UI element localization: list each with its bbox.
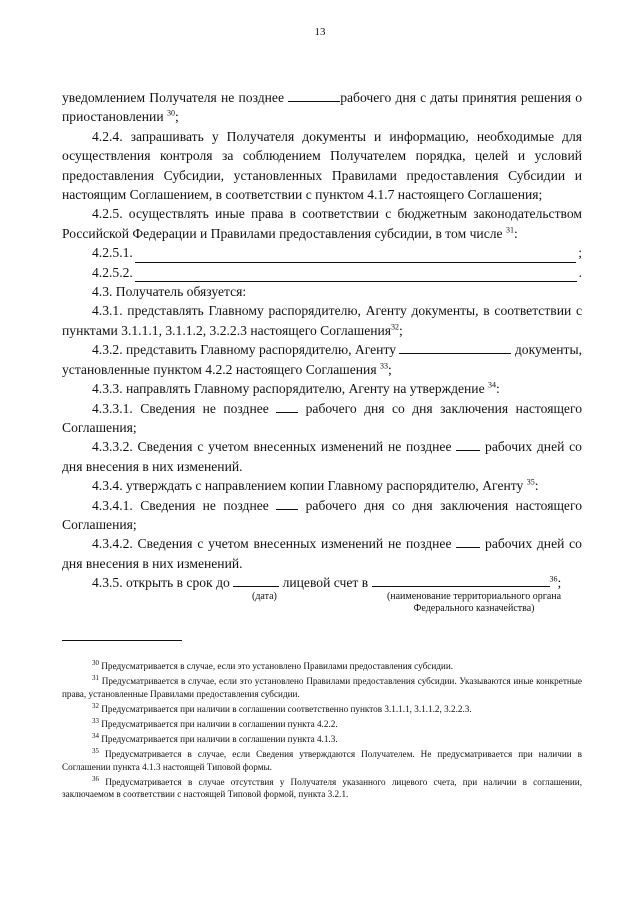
text-segment: рабочих дней со дня внесения в них изменений.	[62, 536, 582, 571]
date-blank-field[interactable]	[233, 574, 279, 587]
clause-4-2-5-2	[62, 263, 582, 282]
footnote	[62, 776, 582, 801]
text-segment: 4.3.4. утверждать с направлением копии Главному распорядителю, Агенту	[92, 478, 527, 494]
clause-4-2-4: 4.2.4. запрашивать у Получателя документы и информацию, необходимые для осуществления контроля за соблюдением Получателем порядка, целей и условий предоставления Субсидии, установленных Правилами предоставления Субсидии и настоящим Соглашением, в соответствии с пунктом 4.1.7 настоящего Соглашения;	[62, 128, 582, 203]
footnote-text: Предусматривается при наличии в соглашении пункта 4.2.2.	[101, 718, 338, 729]
footnote-text: Предусматривается в случае, если Сведения утверждаются Получателем. Не предусматривается при наличии в Соглашении пункта 4.1.3 настоящей Типовой формы.	[62, 749, 583, 772]
page-number: 13	[314, 26, 326, 38]
footnote	[62, 675, 582, 700]
footnote-text: Предусматривается в случае, если это установлено Правилами предоставления субсидии.	[101, 661, 454, 671]
text-segment: рабочего дня со дня заключения настоящего Соглашения;	[62, 400, 583, 435]
text-segment: :	[513, 225, 518, 241]
text-segment: 4.2.5. осуществлять иные права в соответствии с бюджетным законодательством Российской Федерации и Правилами предоставления субсидии, в том числе	[62, 206, 582, 241]
text-segment: 4.3.4.2. Сведения с учетом внесенных изменений не позднее	[92, 536, 457, 552]
footnote-number: 32	[92, 701, 99, 710]
footnote-text: Предусматривается при наличии в соглашении пункта 4.1.3.	[101, 733, 338, 744]
footnote-ref: 34	[488, 380, 497, 390]
date-hint: (дата)	[252, 590, 277, 602]
text-segment: 4.3.2. представить Главному распорядителю, Агенту	[92, 342, 400, 358]
paragraph-continuation	[62, 88, 582, 127]
blank-field[interactable]	[456, 438, 480, 451]
text-segment: :	[534, 478, 539, 494]
footnote-number: 31	[92, 674, 99, 683]
text-segment: ;	[578, 245, 582, 261]
blank-field[interactable]	[135, 268, 577, 282]
clause-4-2-5-1	[62, 243, 582, 262]
footnote	[62, 660, 582, 673]
treasury-blank-field[interactable]	[372, 574, 550, 587]
text-segment: рабочего дня со дня заключения настоящего Соглашения;	[62, 497, 583, 532]
text-segment: ;	[387, 361, 392, 377]
clause-4-3-3-1	[62, 399, 582, 438]
footnote-text: Предусматривается при наличии в соглашении соответственно пунктов 3.1.1.1, 3.1.1.2, 3.2.2.3.	[101, 703, 472, 714]
text-segment: 4.3.3. направлять Главному распорядителю, Агенту на утверждение	[92, 381, 489, 397]
text-segment: 4.3.5. открыть в срок до	[92, 575, 234, 591]
footnote-number: 34	[92, 731, 99, 740]
text-segment: .	[578, 264, 582, 280]
text-segment: рабочих дней со дня внесения в них изменений.	[62, 439, 582, 474]
clause-4-3-3-2	[62, 437, 582, 476]
footnote-number: 35	[92, 747, 99, 755]
clause-4-3: 4.3. Получатель обязуется:	[92, 284, 247, 300]
footnote	[62, 703, 582, 716]
text-segment: лицевой счет в	[279, 575, 372, 591]
treasury-hint: (наименование территориального органа Федерального казначейства)	[386, 590, 562, 614]
footnote-ref: 36	[549, 574, 558, 584]
text-segment: рабочего дня с даты принятия решения о приостановлении	[62, 90, 582, 125]
blank-field[interactable]	[276, 497, 298, 510]
text-segment: ;	[557, 575, 562, 591]
text-segment: 4.3.1. представлять Главному распорядителю, Агенту документы, в соответствии с пунктами 3.1.1.1, 3.1.1.2, 3.2.2.3 настоящего Соглашения	[62, 303, 582, 338]
clause-4-3-3	[62, 379, 582, 398]
footnote	[62, 718, 582, 731]
clause-4-3-4-1	[62, 496, 582, 535]
text-segment: уведомлением Получателя не позднее	[62, 90, 289, 105]
text-segment: ;	[175, 109, 179, 125]
clause-4-3-2	[62, 340, 582, 379]
footnote-number: 36	[92, 774, 99, 783]
text-segment: 4.3.4.1. Сведения не позднее	[92, 497, 277, 513]
text-segment: 4.3.3.1. Сведения не позднее	[92, 400, 277, 416]
blank-field[interactable]	[135, 249, 576, 263]
blank-field[interactable]	[456, 535, 480, 548]
blank-field[interactable]	[399, 341, 511, 354]
clause-4-3-1	[62, 301, 582, 340]
clause-4-3-4-2	[62, 534, 582, 573]
document-body	[62, 88, 582, 623]
text-segment: 4.3.3.2. Сведения с учетом внесенных изменений не позднее	[92, 439, 457, 455]
footnote-ref: 30	[167, 108, 176, 118]
blank-field[interactable]	[276, 400, 298, 413]
clause-label: 4.2.5.1.	[92, 245, 133, 261]
footnote	[62, 748, 582, 773]
clause-label: 4.2.5.2.	[92, 264, 133, 280]
clause-4-3-4	[62, 476, 582, 495]
footnote-separator	[62, 640, 182, 641]
text-segment: :	[496, 381, 500, 397]
footnote-text: Предусматривается в случае, если это установлено Правилами предоставления субсидии. Указываются иные конкретные права, установленные Правилами предоставления субсидии.	[62, 676, 582, 699]
footnote-ref: 32	[391, 322, 400, 332]
footnote-ref: 31	[505, 225, 514, 235]
footnote-number: 30	[92, 658, 99, 667]
footnote	[62, 733, 582, 746]
text-segment: ;	[399, 322, 403, 338]
footnotes	[62, 660, 582, 803]
clause-4-2-5	[62, 204, 582, 243]
footnote-text: Предусматривается в случае отсутствия у Получателя указанного лицевого счета, при наличии в соглашении, заключаемом в соответствии с настоящей Типовой формой, пункта 3.2.1.	[62, 776, 582, 800]
field-hints	[62, 590, 582, 623]
footnote-ref: 33	[379, 361, 388, 371]
footnote-ref: 35	[526, 477, 535, 487]
text-segment: документы, установленные пунктом 4.2.2 настоящего Соглашения	[62, 342, 582, 377]
blank-field[interactable]	[288, 89, 340, 102]
footnote-number: 33	[92, 716, 99, 725]
